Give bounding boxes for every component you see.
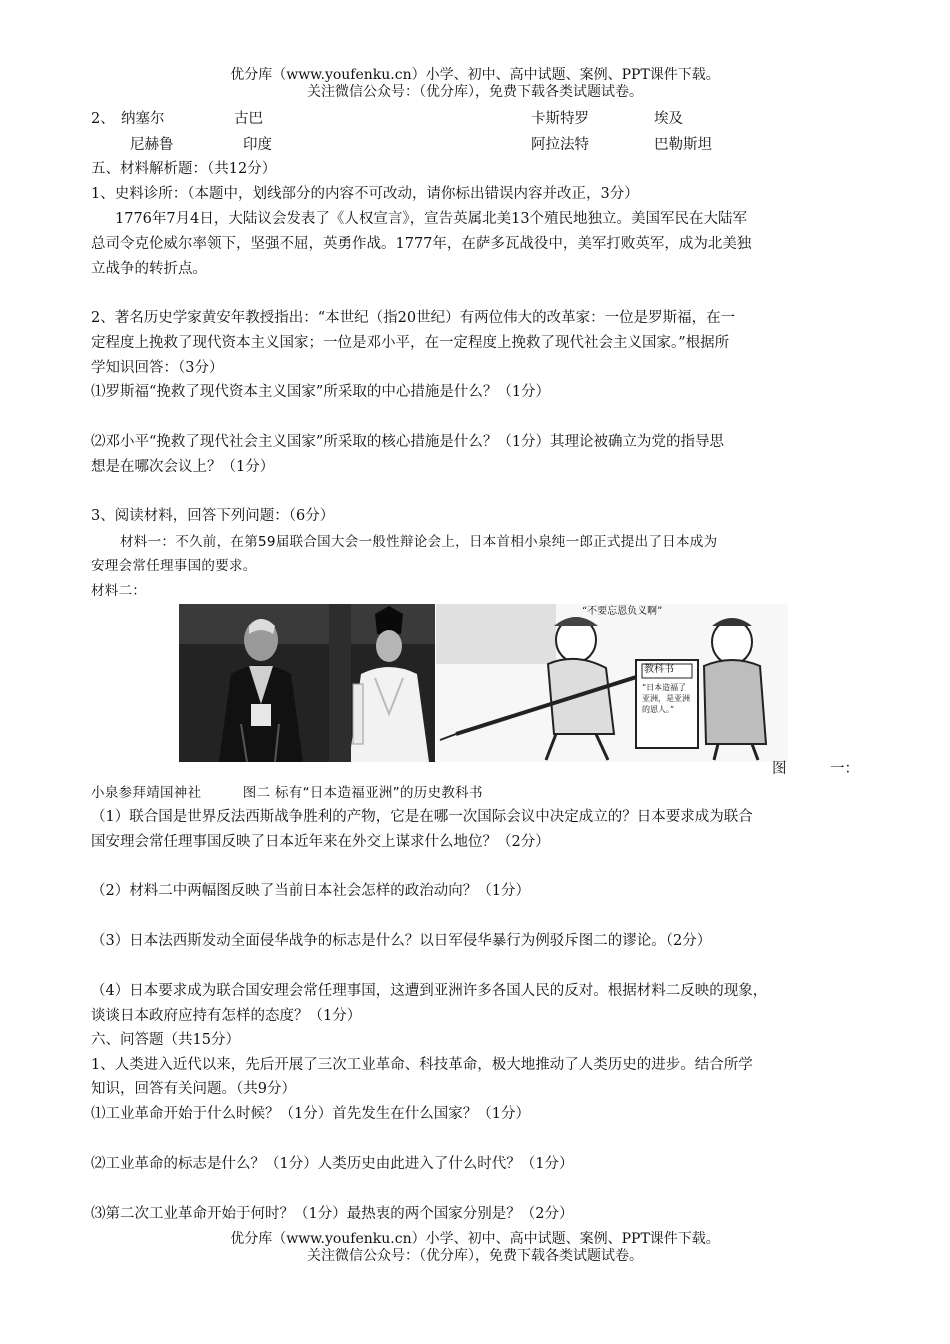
material-1-line: 材料一：不久前，在第59届联合国大会一般性辩论会上，日本首相小泉纯一郎正式提出了日本成为 [120, 534, 718, 550]
q2-sub-1: ⑴罗斯福“挽救了现代资本主义国家”所采取的中心措施是什么？（1分） [91, 384, 551, 400]
q2-sub-2-line: 想是在哪次会议上？（1分） [91, 459, 275, 475]
q3-sub-3: （3）日本法西斯发动全面侵华战争的标志是什么？以日军侵华暴行为例驳斥图二的谬论。（2分） [91, 933, 712, 949]
match-cell: 尼赫鲁 [130, 137, 174, 153]
s6-q1-sub-2: ⑵工业革命的标志是什么？（1分）人类历史由此进入了什么时代？（1分） [91, 1156, 574, 1172]
match-cell: 阿拉法特 [531, 137, 589, 153]
q1-text-line: 总司令克伦威尔率领下，坚强不屈，英勇作战。1777年，在萨多瓦战役中，美军打败英军，成为北美独 [91, 236, 752, 252]
match-cell: 巴勒斯坦 [654, 137, 712, 153]
section-6-title: 六、问答题（共15分） [91, 1032, 240, 1048]
footer-line-2: 关注微信公众号：（优分库），免费下载各类试题试卷。 [307, 1248, 643, 1264]
s6-q1-intro-line: 1、人类进入近代以来，先后开展了三次工业革命、科技革命，极大地推动了人类历史的进步。结合所学 [91, 1057, 753, 1073]
material-1-line: 安理会常任理事国的要求。 [91, 558, 257, 574]
match-number: 2、 [91, 111, 115, 127]
q1-title: 1、史料诊所：（本题中，划线部分的内容不可改动，请你标出错误内容并改正，3分） [91, 186, 639, 202]
match-cell: 纳塞尔 [121, 111, 165, 127]
cartoon-book-note: “日本造福了亚洲，是亚洲的恩人。” [642, 683, 690, 714]
header-line-1: 优分库（www.youfenku.cn）小学、初中、高中试题、案例、PPT课件下载。 [230, 67, 720, 83]
q2-text-line: 学知识回答：（3分） [91, 360, 224, 376]
q3-sub-1-line: （1）联合国是世界反法西斯战争胜利的产物，它是在哪一次国际会议中决定成立的？日本要求成为联合 [91, 809, 753, 825]
q1-text-line: 立战争的转折点。 [91, 261, 207, 277]
q1-text-line: 1776年7月4日，大陆议会发表了《人权宣言》，宣告英属北美13个殖民地独立。美国军民在大陆军 [115, 211, 748, 227]
textbook-cartoon [436, 604, 788, 762]
s6-q1-sub-1: ⑴工业革命开始于什么时候？（1分）首先发生在什么国家？（1分） [91, 1106, 530, 1122]
q2-sub-2-line: ⑵邓小平“挽救了现代社会主义国家”所采取的核心措施是什么？（1分）其理论被确立为党的指导思 [91, 434, 725, 450]
koizumi-shrine-photo [179, 604, 435, 762]
cartoon-illustration [436, 604, 788, 762]
match-cell: 埃及 [654, 111, 683, 127]
figure-1-caption-start: 图 一： [772, 761, 859, 777]
material-2-label: 材料二： [91, 583, 147, 599]
s6-q1-sub-3: ⑶第二次工业革命开始于何时？（1分）最热衷的两个国家分别是？（2分） [91, 1206, 574, 1222]
footer-line-1: 优分库（www.youfenku.cn）小学、初中、高中试题、案例、PPT课件下载。 [230, 1231, 720, 1247]
q2-text-line: 2、著名历史学家黄安年教授指出：“本世纪（指20世纪）有两位伟大的改革家：一位是罗斯福，在一 [91, 310, 736, 326]
match-cell: 古巴 [234, 111, 263, 127]
q3-sub-2: （2）材料二中两幅图反映了当前日本社会怎样的政治动向？（1分） [91, 883, 530, 899]
s6-q1-intro-line: 知识，回答有关问题。（共9分） [91, 1081, 296, 1097]
header-line-2: 关注微信公众号：（优分库），免费下载各类试题试卷。 [307, 84, 643, 100]
q3-sub-1-line: 国安理会常任理事国反映了日本近年来在外交上谋求什么地位？（2分） [91, 834, 550, 850]
q3-title: 3、阅读材料，回答下列问题：（6分） [91, 508, 335, 524]
q3-sub-4-line: 谈谈日本政府应持有怎样的态度？（1分） [91, 1008, 362, 1024]
section-5-title: 五、材料解析题：（共12分） [91, 161, 277, 177]
match-cell: 印度 [243, 137, 272, 153]
match-cell: 卡斯特罗 [531, 111, 589, 127]
cartoon-title: “不要忘恩负义啊” [582, 606, 663, 617]
cartoon-book-label: 教科书 [644, 664, 674, 675]
figure-caption: 小泉参拜靖国神社 图二 标有“日本造福亚洲”的历史教科书 [91, 785, 483, 801]
q2-text-line: 定程度上挽救了现代资本主义国家；一位是邓小平，在一定程度上挽救了现代社会主义国家。”根据所 [91, 335, 730, 351]
photo-illustration [179, 604, 435, 762]
q3-sub-4-line: （4）日本要求成为联合国安理会常任理事国，这遭到亚洲许多各国人民的反对。根据材料二反映的现象， [91, 983, 768, 999]
